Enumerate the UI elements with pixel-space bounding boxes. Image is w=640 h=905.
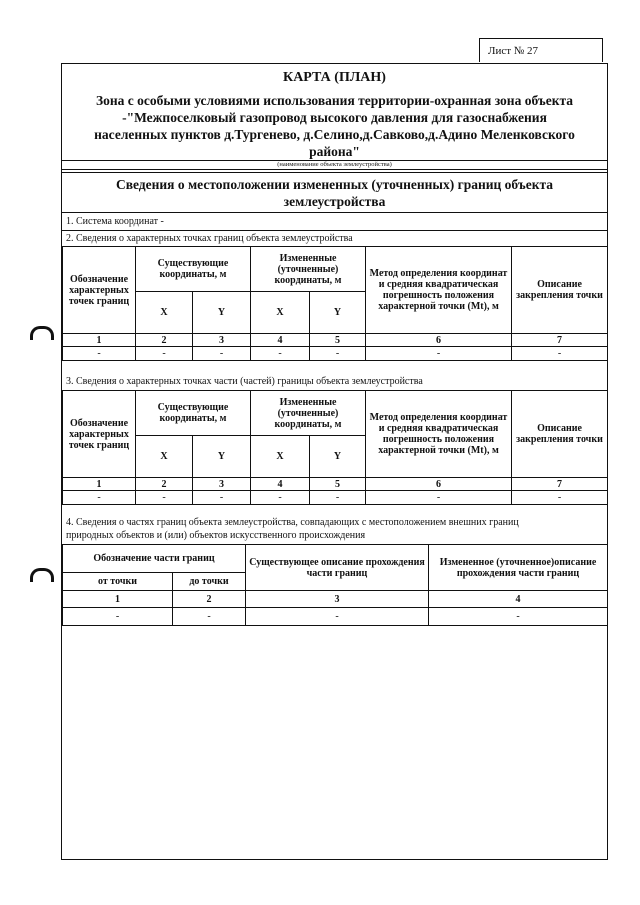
table-cell: - <box>512 491 608 505</box>
table-cell: - <box>63 347 136 361</box>
table-cell: - <box>251 491 310 505</box>
table-cell: - <box>246 608 429 626</box>
header-to-point: до точки <box>173 573 246 591</box>
table-cell: - <box>366 347 512 361</box>
header-x: X <box>251 292 310 334</box>
boundary-parts-table <box>62 544 608 626</box>
header-changed-description: Измененное (уточненное)описание прохождения части границ <box>429 545 608 591</box>
header-y: Y <box>193 436 251 478</box>
header-y: Y <box>193 292 251 334</box>
table-cell: - <box>136 347 193 361</box>
column-number: 5 <box>310 478 366 491</box>
column-number: 4 <box>429 591 608 608</box>
header-changed-coordinates: Измененные (уточненные) координаты, м <box>251 247 366 292</box>
section-4-heading <box>66 516 603 542</box>
header-existing-description: Существующее описание прохождения части границ <box>246 545 429 591</box>
table-cell: - <box>63 491 136 505</box>
section-title-line: Сведения о местоположении измененных (уточненных) границ объекта <box>115 177 554 192</box>
column-number: 6 <box>366 334 512 347</box>
section-2-heading: 2. Сведения о характерных точках границ объекта землеустройства <box>66 233 353 244</box>
column-number: 1 <box>63 478 136 491</box>
table-cell: - <box>193 491 251 505</box>
table-cell: - <box>251 347 310 361</box>
column-number: 3 <box>193 334 251 347</box>
punch-hole-mark <box>30 326 54 340</box>
header-x: X <box>136 292 193 334</box>
boundary-part-points-table <box>62 390 608 505</box>
column-number: 2 <box>173 591 246 608</box>
column-number: 1 <box>63 591 173 608</box>
header-method: Метод определения координат и средняя квадратическая погрешность положения характерной точки (Mt), м <box>366 391 512 478</box>
table-cell: - <box>63 608 173 626</box>
header-existing-coordinates: Существующие координаты, м <box>136 391 251 436</box>
document-sheet <box>61 63 608 860</box>
object-name-line: -"Межпоселковый газопровод высокого давления для газоснабжения <box>122 110 547 125</box>
table-cell: - <box>429 608 608 626</box>
object-name-line: района" <box>309 144 360 159</box>
column-number: 6 <box>366 478 512 491</box>
table-cell: - <box>193 347 251 361</box>
object-name-line: населенных пунктов д.Тургенево, д.Селино,д.Савково,д.Адино Меленковского <box>94 127 575 142</box>
coordinate-system: 1. Система координат - <box>66 216 164 227</box>
column-number: 3 <box>193 478 251 491</box>
column-number: 4 <box>251 334 310 347</box>
column-number: 3 <box>246 591 429 608</box>
column-number: 2 <box>136 334 193 347</box>
table-cell: - <box>310 491 366 505</box>
column-number: 7 <box>512 478 608 491</box>
object-name <box>62 92 607 160</box>
section-4-line: природных объектов и (или) объектов искусственного происхождения <box>66 530 366 541</box>
table-cell: - <box>173 608 246 626</box>
section-title-line: землеустройства <box>283 194 386 209</box>
object-name-caption: (наименование объекта землеустройства) <box>277 161 392 168</box>
header-changed-coordinates: Измененные (уточненные) координаты, м <box>251 391 366 436</box>
header-point-designation: Обозначение характерных точек границ <box>63 391 136 478</box>
column-number: 1 <box>63 334 136 347</box>
header-method: Метод определения координат и средняя квадратическая погрешность положения характерной точки (Mt), м <box>366 247 512 334</box>
header-from-point: от точки <box>63 573 173 591</box>
column-number: 7 <box>512 334 608 347</box>
boundary-points-table <box>62 246 608 361</box>
header-x: X <box>136 436 193 478</box>
header-part-designation: Обозначение части границ <box>63 545 246 573</box>
column-number: 5 <box>310 334 366 347</box>
column-number: 4 <box>251 478 310 491</box>
table-cell: - <box>366 491 512 505</box>
header-y: Y <box>310 436 366 478</box>
column-number: 2 <box>136 478 193 491</box>
header-fixing-description: Описание закрепления точки <box>512 247 608 334</box>
header-existing-coordinates: Существующие координаты, м <box>136 247 251 292</box>
section-3-heading: 3. Сведения о характерных точках части (частей) границы объекта землеустройства <box>66 376 423 387</box>
header-point-designation: Обозначение характерных точек границ <box>63 247 136 334</box>
section-title <box>62 176 607 210</box>
header-x: X <box>251 436 310 478</box>
section-4-line: 4. Сведения о частях границ объекта землеустройства, совпадающих с местоположением внешних границ <box>66 517 519 528</box>
sheet-number: Лист № 27 <box>479 38 603 62</box>
table-cell: - <box>310 347 366 361</box>
header-y: Y <box>310 292 366 334</box>
table-cell: - <box>136 491 193 505</box>
map-title: КАРТА (ПЛАН) <box>283 70 386 85</box>
header-fixing-description: Описание закрепления точки <box>512 391 608 478</box>
punch-hole-mark <box>30 568 54 582</box>
object-name-line: Зона с особыми условиями использования территории-охранная зона объекта <box>95 93 574 108</box>
table-cell: - <box>512 347 608 361</box>
